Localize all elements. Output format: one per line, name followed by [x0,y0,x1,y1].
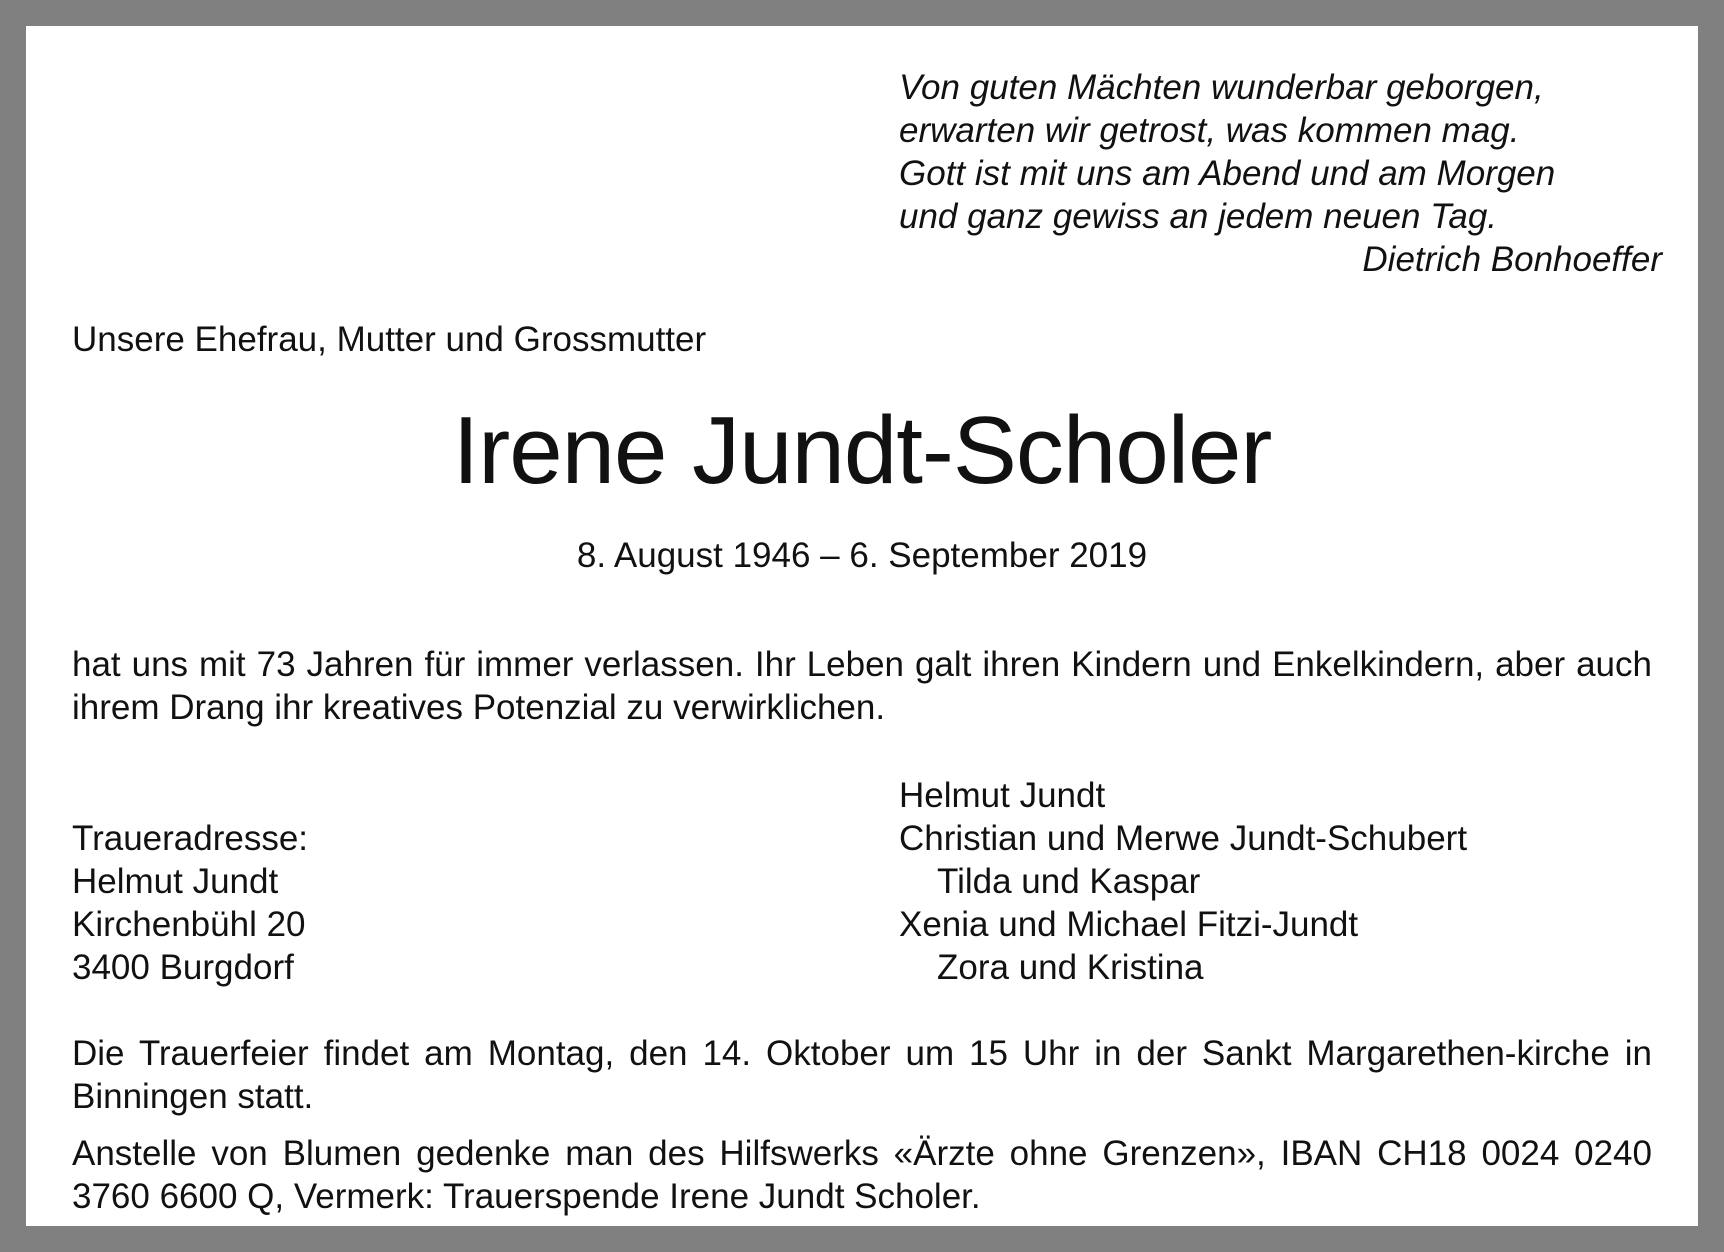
family-list [899,774,1467,989]
deceased-name: Irene Jundt-Scholer [452,397,1272,504]
address-street: Kirchenbühl 20 [72,905,306,944]
bonhoeffer-quote [899,66,1662,281]
mourning-address [72,817,308,989]
family-member: Xenia und Michael Fitzi-Jundt [899,905,1359,944]
family-member: Tilda und Kaspar [937,862,1201,901]
address-name: Helmut Jundt [72,862,279,901]
address-city: 3400 Burgdorf [72,948,294,987]
donation-paragraph: Anstelle von Blumen gedenke man des Hilfswerks «Ärzte ohne Grenzen», IBAN CH18 0024 0240 3760 6600 Q, Vermerk: Trauerspende Irene Jundt Scholer. [72,1134,1652,1216]
tribute-paragraph: hat uns mit 73 Jahren für immer verlassen. Ihr Leben galt ihren Kindern und Enkelkindern, aber auch ihrem Drang ihr kreatives Potenzial zu verwirklichen. [72,645,1652,727]
obituary-notice [26,26,1698,1226]
life-dates: 8. August 1946 – 6. September 2019 [576,536,1148,575]
quote-line: Von guten Mächten wunderbar geborgen, [899,68,1544,107]
family-member: Zora und Kristina [937,948,1204,987]
family-member: Helmut Jundt [899,776,1106,815]
quote-author: Dietrich Bonhoeffer [1362,240,1662,279]
family-member: Christian und Merwe Jundt-Schubert [899,819,1468,858]
address-label: Traueradresse: [72,819,309,858]
intro-text: Unsere Ehefrau, Mutter und Grossmutter [72,320,707,359]
funeral-info-paragraph: Die Trauerfeier findet am Montag, den 14. Oktober um 15 Uhr in der Sankt Margarethen-kirche in Binningen statt. [72,1034,1652,1116]
quote-line: und ganz gewiss an jedem neuen Tag. [899,197,1498,236]
quote-line: erwarten wir getrost, was kommen mag. [899,111,1520,150]
quote-line: Gott ist mit uns am Abend und am Morgen [899,154,1556,193]
